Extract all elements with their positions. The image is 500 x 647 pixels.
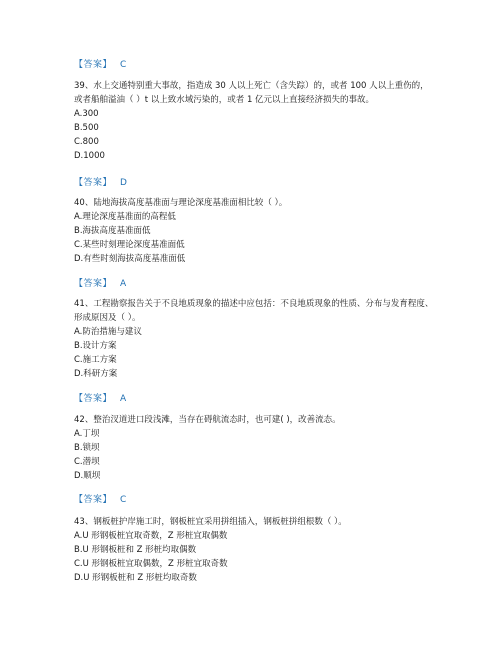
question-42	[74, 413, 434, 483]
option-d: D.U 形钢板桩和 Z 形桩均取奇数	[74, 573, 197, 583]
question-43	[74, 515, 434, 585]
option-d: D.科研方案	[74, 369, 118, 379]
option-c: C.800	[74, 137, 99, 147]
answer-line	[74, 391, 434, 404]
option-b: B.500	[74, 123, 99, 133]
question-41	[74, 297, 434, 381]
option-a: A.理论深度基准面的高程低	[74, 212, 176, 222]
option-a: A.300	[74, 109, 99, 119]
option-c: C.U 形钢板桩宜取偶数，Z 形桩宜取奇数	[74, 559, 228, 569]
answer-label: 【答案】	[74, 178, 113, 188]
option-b: B.U 形钢板桩和 Z 形桩均取偶数	[74, 545, 197, 555]
answer-line	[74, 276, 434, 289]
answer-label: 【答案】	[74, 394, 113, 404]
option-b: B.海拔高度基准面低	[74, 226, 151, 236]
answer-line	[74, 492, 434, 505]
question-text: 41、工程勘察报告关于不良地质现象的描述中应包括：不良地质现象的性质、分布与发育程度、形成原因及（ ）。	[74, 299, 434, 323]
option-a: A.防治措施与建议	[74, 327, 142, 337]
option-d: D.顺坝	[74, 471, 101, 481]
question-text: 42、整治汊道进口段浅滩，当存在碍航流态时，也可建( )，改善流态。	[74, 415, 341, 425]
answer-line	[74, 175, 434, 188]
question-text: 39、水上交通特别重大事故，指造成 30 人以上死亡（含失踪）的，或者 100 人以上重伤的，或者船舶溢油（ ）t 以上致水域污染的，或者 1 亿元以上直接经济损失的事故。	[74, 81, 429, 105]
option-d: D.有些时刻海拔高度基准面低	[74, 254, 186, 264]
question-40	[74, 196, 434, 266]
answer-value: C	[120, 495, 127, 505]
option-c: C.某些时刻理论深度基准面低	[74, 240, 185, 250]
answer-label: 【答案】	[74, 60, 113, 70]
answer-line	[74, 57, 434, 70]
answer-value: C	[120, 60, 127, 70]
question-text: 40、陆地海拔高度基准面与理论深度基准面相比较（ ）。	[74, 198, 288, 208]
option-d: D.1000	[74, 151, 105, 161]
question-39	[74, 79, 434, 163]
option-a: A.U 形钢板桩宜取奇数，Z 形桩宜取偶数	[74, 531, 228, 541]
answer-label: 【答案】	[74, 279, 113, 289]
option-c: C.潜坝	[74, 457, 100, 467]
option-a: A.丁坝	[74, 429, 100, 439]
option-b: B.设计方案	[74, 341, 117, 351]
answer-label: 【答案】	[74, 495, 113, 505]
option-b: B.锁坝	[74, 443, 100, 453]
option-c: C.施工方案	[74, 355, 117, 365]
answer-value: A	[120, 279, 127, 289]
answer-value: A	[120, 394, 127, 404]
question-text: 43、钢板桩护岸施工时，钢板桩宜采用拼组插入，钢板桩拼组根数（ ）。	[74, 517, 347, 527]
answer-value: D	[120, 178, 128, 188]
